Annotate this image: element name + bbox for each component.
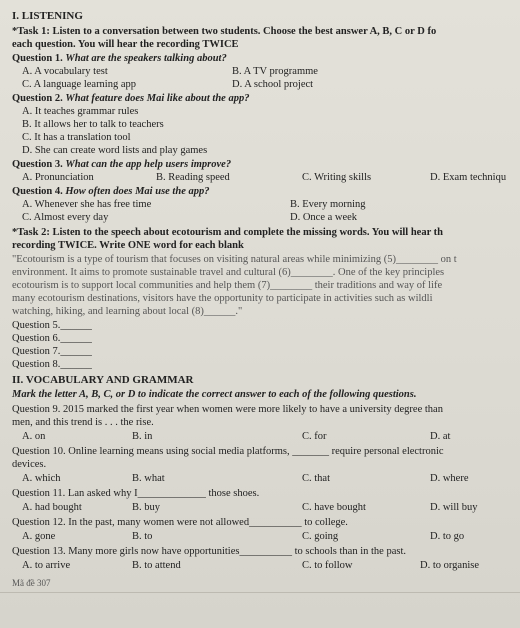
question-text: How often does Mai use the app? — [65, 186, 210, 197]
question-text: What can the app help users improve? — [65, 159, 232, 170]
question-label: Question 2. — [12, 93, 63, 104]
task1-instruction: *Task 1: Listen to a conversation between two students. Choose the best answer A, B, C or D fo — [12, 26, 437, 37]
q10-option-a[interactable]: A. which — [22, 473, 61, 484]
q2-option-b[interactable]: B. It allows her to talk to teachers — [22, 119, 164, 130]
q2-option-c[interactable]: C. It has a translation tool — [22, 132, 131, 143]
question-4 — [12, 186, 209, 198]
q4-option-a[interactable]: A. Whenever she has free time — [22, 199, 152, 210]
page-divider — [0, 592, 520, 593]
question-3 — [12, 159, 231, 171]
q11-option-b[interactable]: B. buy — [132, 502, 161, 513]
q9-option-c[interactable]: C. for — [302, 431, 327, 442]
q1-option-d[interactable]: D. A school project — [232, 79, 314, 90]
q11-option-c[interactable]: C. have bought — [302, 502, 366, 513]
question-13: Question 13. Many more girls now have opportunities__________ to schools than in the past. — [12, 546, 406, 557]
question-label: Question 4. — [12, 186, 63, 197]
task1-instruction-cont: each question. You will hear the recording TWICE — [12, 39, 239, 50]
question-label: Question 1. — [12, 53, 63, 64]
task2-instruction-cont: recording TWICE. Write ONE word for each blank — [12, 240, 244, 251]
q4-option-d[interactable]: D. Once a week — [290, 212, 358, 223]
question-text: What are the speakers talking about? — [65, 53, 227, 64]
passage-line: watching, hiking, and learning about local (8)______." — [12, 306, 243, 317]
q12-option-b[interactable]: B. to — [132, 531, 153, 542]
q2-option-d[interactable]: D. She can create word lists and play games — [22, 145, 208, 156]
passage-line: many ecotourism destinations, visitors have the opportunity to participate in activities such as wildli — [12, 293, 433, 304]
q13-option-d[interactable]: D. to organise — [420, 560, 480, 571]
q1-option-c[interactable]: C. A language learning app — [22, 79, 137, 90]
question-label: Question 3. — [12, 159, 63, 170]
section-title-vocab-grammar: II. VOCABULARY AND GRAMMAR — [12, 374, 194, 386]
question-12: Question 12. In the past, many women were not allowed__________ to college. — [12, 517, 348, 528]
task2-instruction: *Task 2: Listen to the speech about ecotourism and complete the missing words. You will hear th — [12, 227, 444, 238]
passage-line: "Ecotourism is a type of tourism that focuses on visiting natural areas while minimizing (5)________ on t — [12, 254, 457, 265]
section-title-listening: I. LISTENING — [12, 10, 83, 22]
answer-question-6[interactable]: Question 6.______ — [12, 333, 92, 344]
exam-code: Mã đề 307 — [12, 578, 51, 588]
q10-option-d[interactable]: D. where — [430, 473, 469, 484]
q9-option-d[interactable]: D. at — [430, 431, 451, 442]
question-10: Question 10. Online learning means using social media platforms, _______ require personal electronic — [12, 446, 444, 457]
q9-option-b[interactable]: B. in — [132, 431, 153, 442]
q9-option-a[interactable]: A. on — [22, 431, 46, 442]
answer-question-8[interactable]: Question 8.______ — [12, 359, 92, 370]
q13-option-b[interactable]: B. to attend — [132, 560, 181, 571]
question-2 — [12, 93, 249, 105]
answer-question-5[interactable]: Question 5.______ — [12, 320, 92, 331]
q4-option-b[interactable]: B. Every morning — [290, 199, 366, 210]
q2-option-a[interactable]: A. It teaches grammar rules — [22, 106, 139, 117]
section2-instruction: Mark the letter A, B, C, or D to indicate the correct answer to each of the following questions. — [12, 389, 417, 400]
q11-option-d[interactable]: D. will buy — [430, 502, 478, 513]
q13-option-a[interactable]: A. to arrive — [22, 560, 71, 571]
q12-option-a[interactable]: A. gone — [22, 531, 56, 542]
question-11: Question 11. Lan asked why I_____________ those shoes. — [12, 488, 260, 499]
passage-line: ecotourism is to support local communities and help them (7)________ their traditions and way of life — [12, 280, 443, 291]
q12-option-d[interactable]: D. to go — [430, 531, 465, 542]
q3-option-d[interactable]: D. Exam techniqu — [430, 172, 507, 183]
q4-option-c[interactable]: C. Almost every day — [22, 212, 109, 223]
question-9-cont: men, and this trend is . . . the rise. — [12, 417, 154, 428]
q13-option-c[interactable]: C. to follow — [302, 560, 353, 571]
q3-option-a[interactable]: A. Pronunciation — [22, 172, 94, 183]
passage-line: environment. It aims to promote sustainable travel and cultural (6)________. One of the key principles — [12, 267, 445, 278]
q11-option-a[interactable]: A. had bought — [22, 502, 82, 513]
q10-option-b[interactable]: B. what — [132, 473, 165, 484]
q1-option-a[interactable]: A. A vocabulary test — [22, 66, 108, 77]
question-1 — [12, 53, 227, 65]
q3-option-c[interactable]: C. Writing skills — [302, 172, 372, 183]
q10-option-c[interactable]: C. that — [302, 473, 330, 484]
answer-question-7[interactable]: Question 7.______ — [12, 346, 92, 357]
q12-option-c[interactable]: C. going — [302, 531, 339, 542]
question-text: What feature does Mai like about the app? — [65, 93, 250, 104]
question-9: Question 9. 2015 marked the first year when women were more likely to have a university degree than — [12, 404, 443, 415]
q3-option-b[interactable]: B. Reading speed — [156, 172, 230, 183]
q1-option-b[interactable]: B. A TV programme — [232, 66, 318, 77]
question-10-cont: devices. — [12, 459, 47, 470]
